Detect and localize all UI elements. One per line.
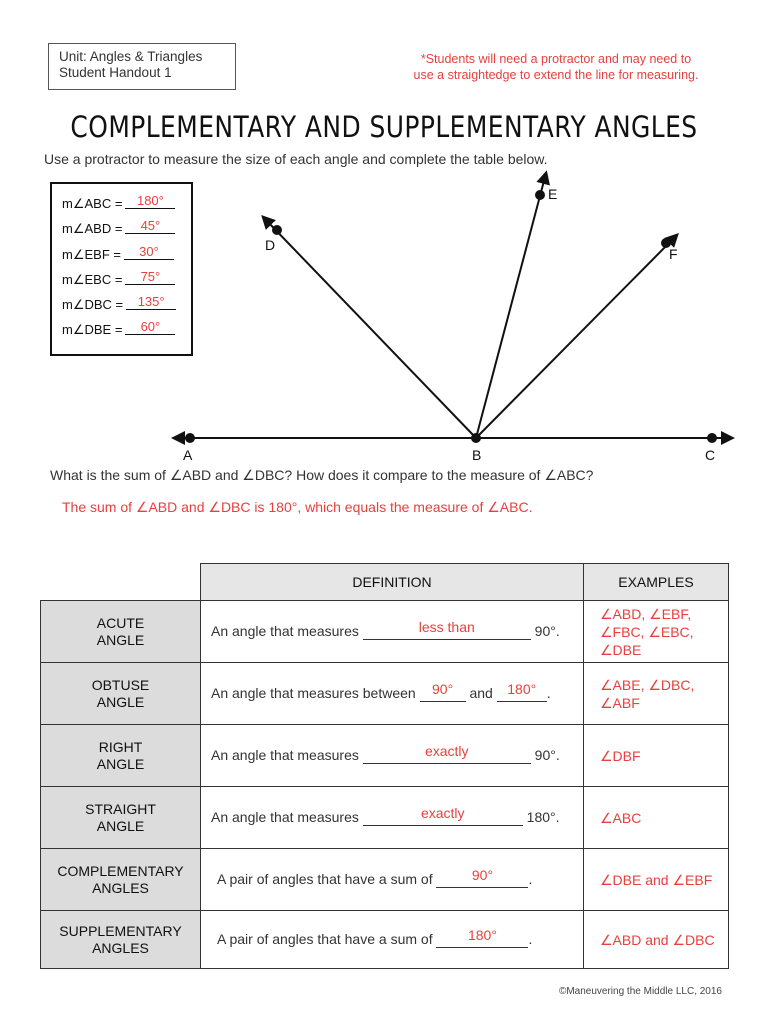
measurement-value: 60° bbox=[125, 319, 175, 335]
measurement-value: 45° bbox=[125, 218, 175, 234]
fill-answer: exactly bbox=[424, 743, 469, 759]
label-c: C bbox=[705, 447, 716, 463]
examples-cell: ∠ABC bbox=[584, 787, 729, 849]
definitions-table bbox=[40, 563, 729, 969]
header-definition: DEFINITION bbox=[201, 564, 584, 601]
definition-cell: An angle that measures exactly 90°. bbox=[201, 725, 584, 787]
measurement-label: m∠DBE = bbox=[62, 322, 123, 338]
fill-answer: 90° bbox=[471, 867, 494, 883]
note-line-2: use a straightedge to extend the line for measuring. bbox=[413, 68, 699, 82]
point-d bbox=[272, 225, 282, 235]
examples-cell: ∠DBF bbox=[584, 725, 729, 787]
label-f: F bbox=[669, 246, 678, 262]
row-label: COMPLEMENTARY ANGLES bbox=[41, 849, 201, 911]
header-blank bbox=[41, 564, 201, 601]
handout-line: Student Handout 1 bbox=[59, 65, 172, 80]
ray-be bbox=[476, 177, 545, 438]
table-row bbox=[41, 911, 729, 969]
measurement-label: m∠EBF = bbox=[62, 246, 121, 262]
unit-line: Unit: Angles & Triangles bbox=[59, 49, 203, 64]
measurement-label: m∠ABC = bbox=[62, 196, 123, 211]
table-header-row bbox=[41, 564, 729, 601]
label-d: D bbox=[265, 237, 276, 253]
measurement-value: 135° bbox=[126, 294, 176, 310]
fill-answer: 180° bbox=[507, 681, 537, 697]
definition-cell: An angle that measures between 90° and 180° . bbox=[201, 663, 584, 725]
table-row bbox=[41, 601, 729, 663]
point-a bbox=[185, 433, 195, 443]
examples-cell: ∠ABD and ∠DBC bbox=[584, 911, 729, 969]
fill-answer: exactly bbox=[420, 805, 465, 821]
table-row bbox=[41, 787, 729, 849]
definition-cell: A pair of angles that have a sum of 180° . bbox=[201, 911, 584, 969]
row-label: SUPPLEMENTARY ANGLES bbox=[41, 911, 201, 969]
table-row bbox=[41, 663, 729, 725]
label-e: E bbox=[548, 186, 558, 202]
question: What is the sum of ∠ABD and ∠DBC? How does it compare to the measure of ∠ABC? bbox=[50, 467, 594, 483]
measurement-label: m∠EBC = bbox=[62, 271, 123, 287]
examples-cell: ∠DBE and ∠EBF bbox=[584, 849, 729, 911]
row-label: STRAIGHT ANGLE bbox=[41, 787, 201, 849]
table-row bbox=[41, 725, 729, 787]
definition-cell: An angle that measures exactly 180°. bbox=[201, 787, 584, 849]
label-b: B bbox=[472, 447, 482, 463]
examples-cell: ∠ABE, ∠DBC, ∠ABF bbox=[584, 663, 729, 725]
fill-answer: 90° bbox=[432, 681, 454, 697]
measurement-label: m∠ABD = bbox=[62, 221, 123, 237]
copyright-footer: ©Maneuvering the Middle LLC, 2016 bbox=[558, 986, 722, 997]
row-label: ACUTE ANGLE bbox=[41, 601, 201, 663]
ray-bd bbox=[266, 220, 476, 438]
answer: The sum of ∠ABD and ∠DBC is 180°, which equals the measure of ∠ABC. bbox=[62, 499, 533, 515]
note-line-1: *Students will need a protractor and may need to bbox=[420, 52, 692, 66]
examples-cell: ∠ABD, ∠EBF, ∠FBC, ∠EBC, ∠DBE bbox=[584, 601, 729, 663]
measurement-value: 180° bbox=[125, 193, 175, 209]
fill-answer: 180° bbox=[467, 927, 497, 943]
measurement-value: 30° bbox=[124, 244, 174, 260]
angle-diagram bbox=[0, 0, 768, 470]
measurement-label: m∠DBC = bbox=[62, 297, 124, 313]
definition-cell: A pair of angles that have a sum of 90° . bbox=[201, 849, 584, 911]
fill-answer: less than bbox=[418, 619, 475, 635]
row-label: OBTUSE ANGLE bbox=[41, 663, 201, 725]
ray-bf bbox=[476, 238, 674, 438]
point-c bbox=[707, 433, 717, 443]
definition-cell: An angle that measures less than 90°. bbox=[201, 601, 584, 663]
table-row bbox=[41, 849, 729, 911]
measurement-value: 75° bbox=[125, 269, 175, 285]
header-examples: EXAMPLES bbox=[584, 564, 729, 601]
label-a: A bbox=[183, 447, 193, 463]
point-b bbox=[471, 433, 481, 443]
instructions: Use a protractor to measure the size of each angle and complete the table below. bbox=[44, 151, 548, 167]
page-title: COMPLEMENTARY AND SUPPLEMENTARY ANGLES bbox=[70, 110, 698, 144]
row-label: RIGHT ANGLE bbox=[41, 725, 201, 787]
point-e bbox=[535, 190, 545, 200]
